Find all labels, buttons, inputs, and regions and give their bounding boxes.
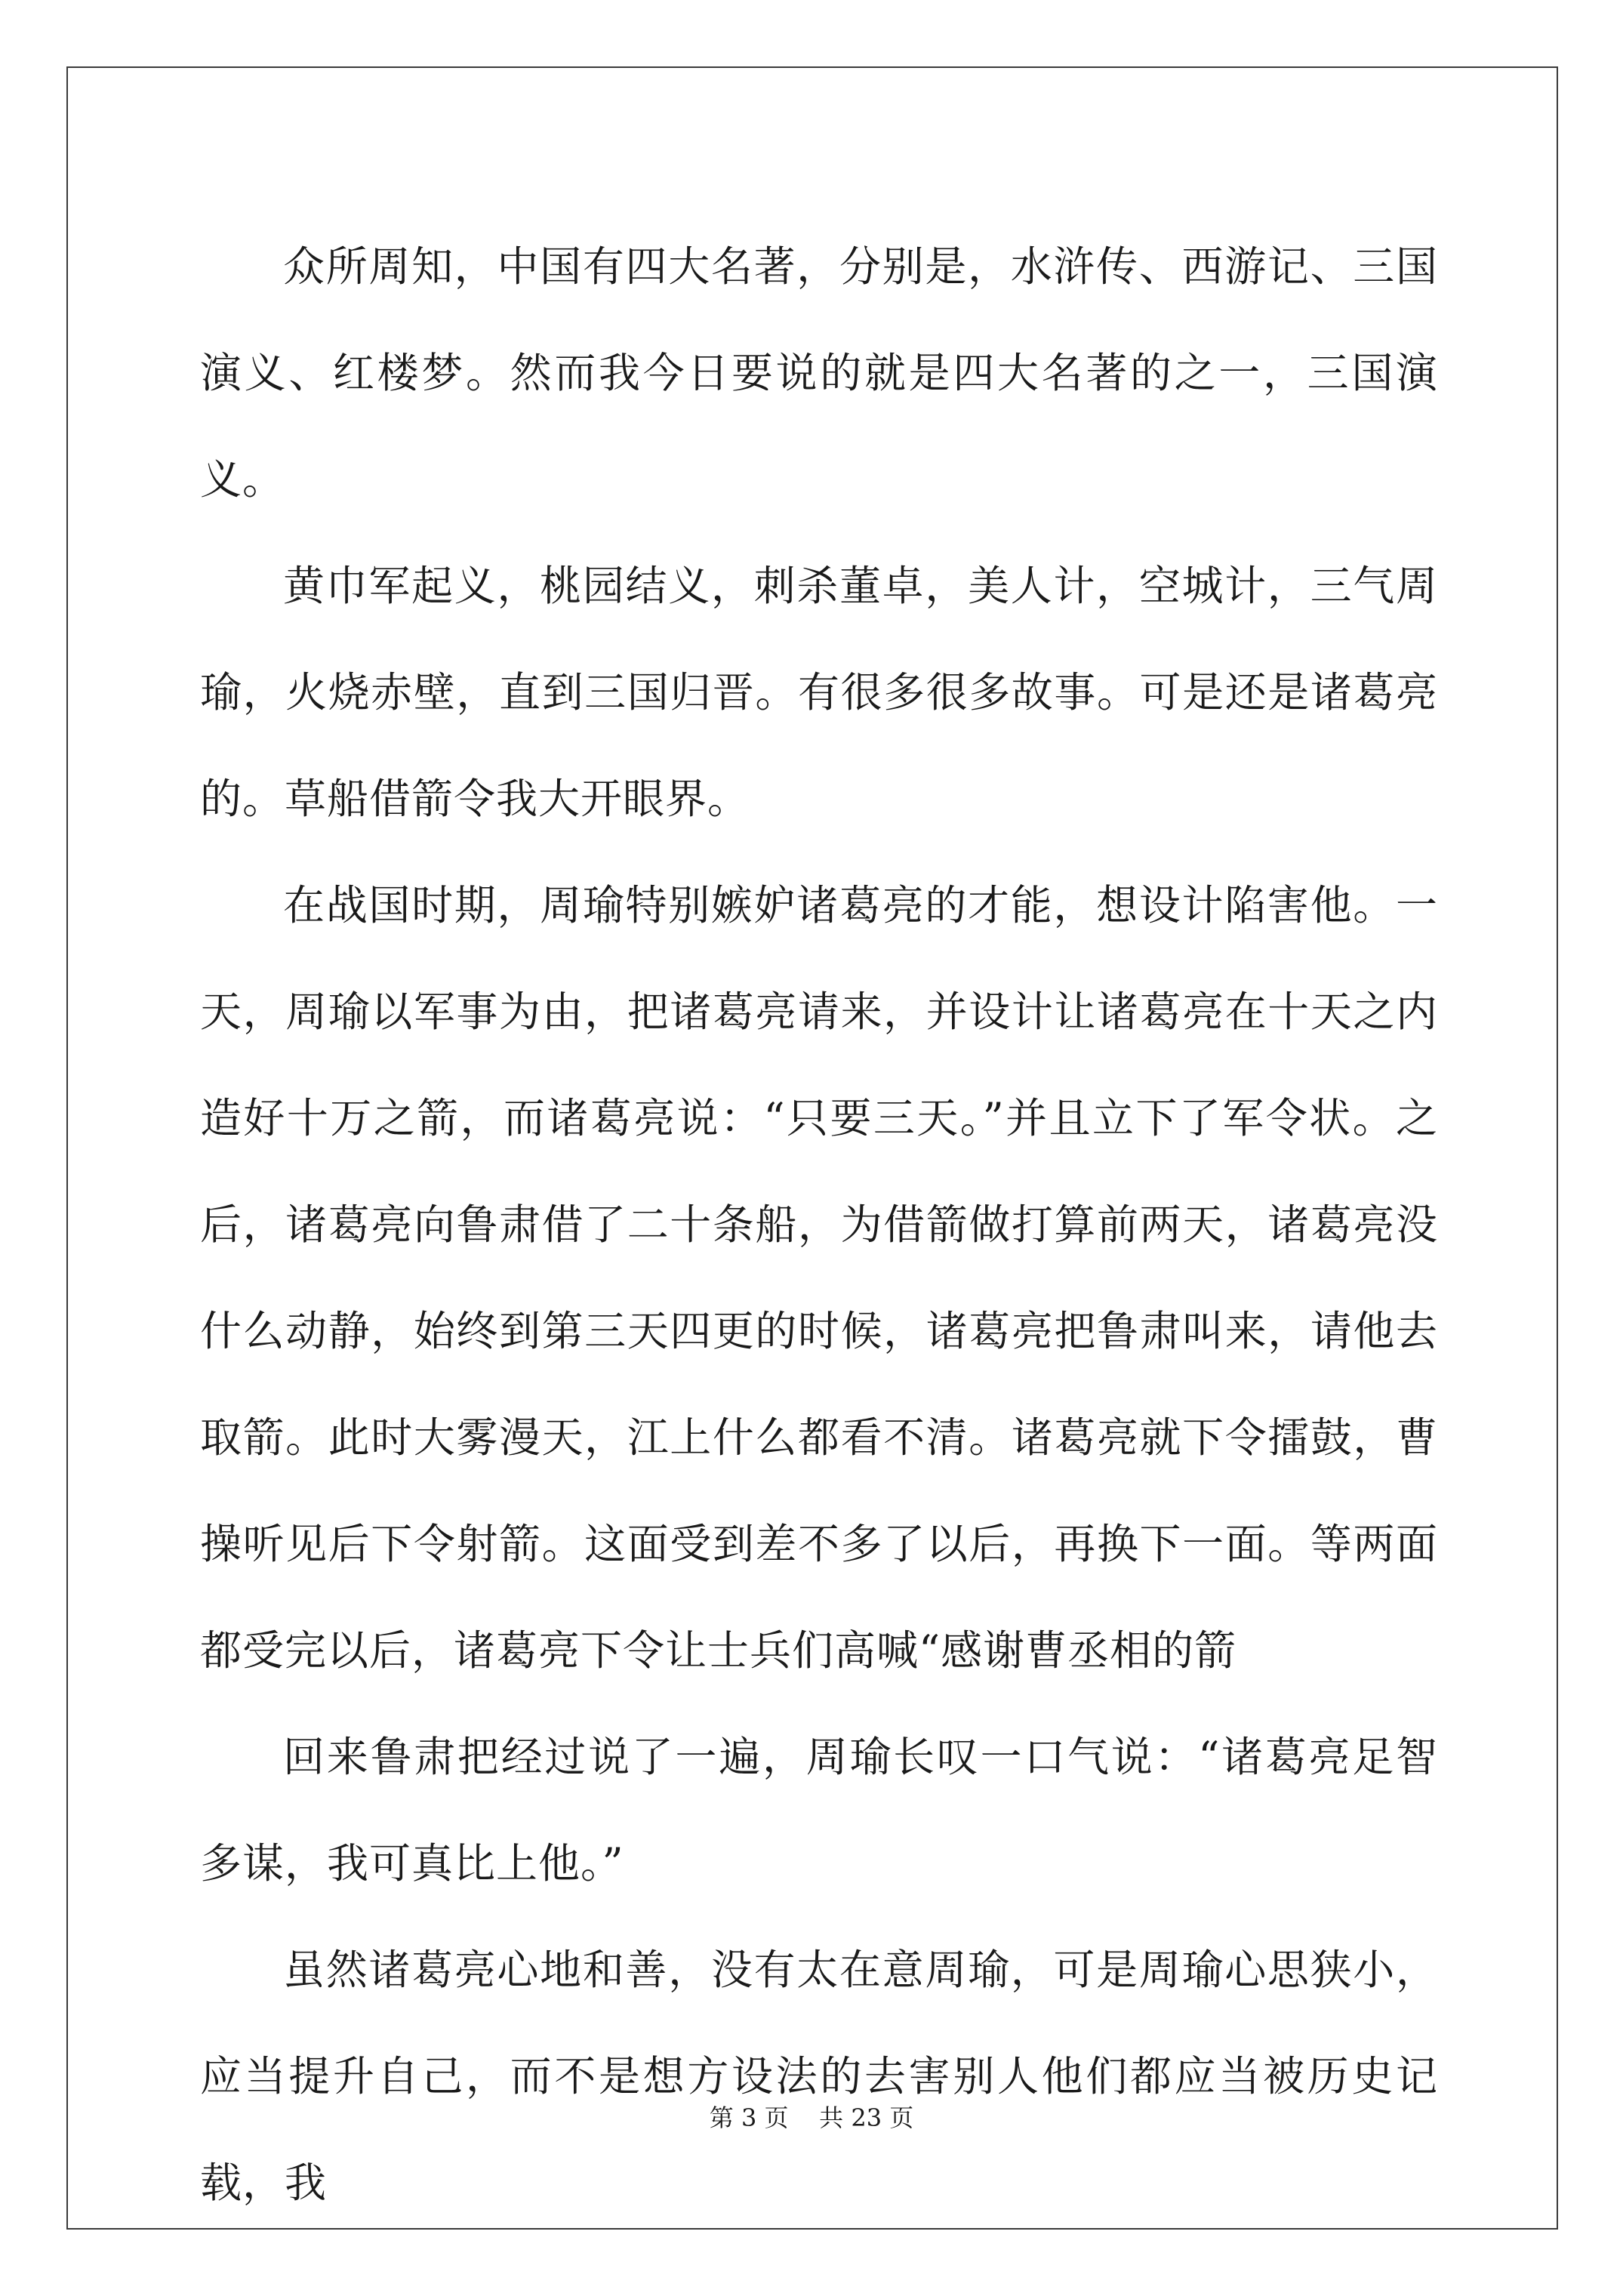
paragraph-3: 在战国时期，周瑜特别嫉妒诸葛亮的才能，想设计陷害他。一天，周瑜以军事为由，把诸葛亮请来，并设计让诸葛亮在十天之内造好十万之箭，而诸葛亮说：“只要三天。”并且立下了军令状。之后，诸葛亮向鲁肃借了二十条船，为借箭做打算前两天，诸葛亮没什么动静，始终到第三天四更的时候，诸葛亮把鲁肃叫来，请他去取箭。此时大雾漫天，江上什么都看不清。诸葛亮就下令擂鼓，曹操听见后下令射箭。这面受到差不多了以后，再换下一面。等两面都受完以后，诸葛亮下令让士兵们高喊“感谢曹丞相的箭 [200,881,1438,1675]
paragraph-1: 众所周知，中国有四大名著，分别是，水浒传、西游记、三国演义、红楼梦。然而我今日要说的就是四大名著的之一，三国演义。 [200,242,1438,504]
paragraph-5: 虽然诸葛亮心地和善，没有太在意周瑜，可是周瑜心思狭小，应当提升自己，而不是想方设法的去害别人他们都应当被历史记载，我 [200,1946,1438,2207]
page-number-footer: 第 3 页 共 23 页 [709,2103,914,2132]
paragraph-2: 黄巾军起义，桃园结义，刺杀董卓，美人计，空城计，三气周瑜，火烧赤壁，直到三国归晋。有很多很多故事。可是还是诸葛亮的。草船借箭令我大开眼界。 [200,562,1438,823]
paragraph-4: 回来鲁肃把经过说了一遍，周瑜长叹一口气说：“诸葛亮足智多谋，我可真比上他。” [200,1733,1438,1888]
document-body [200,214,1438,2236]
